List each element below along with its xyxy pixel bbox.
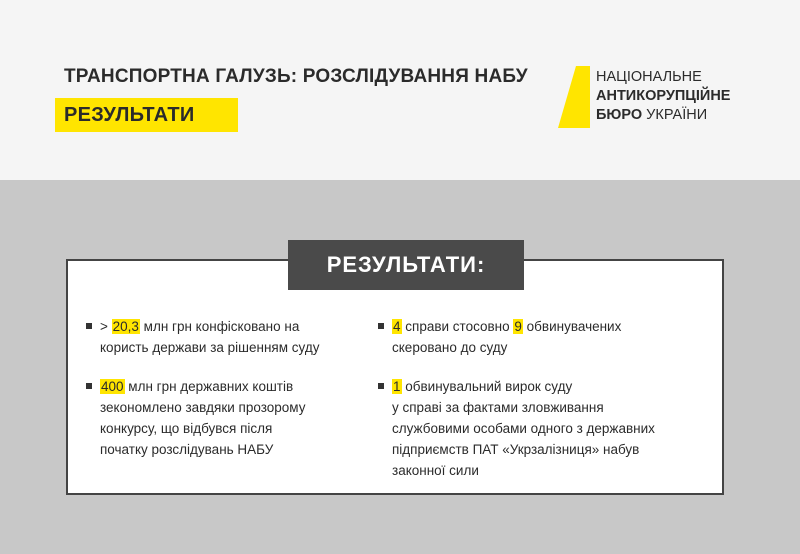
result-item-3-line-1 — [392, 316, 621, 337]
result-text-line: у справі за фактами зловживання — [392, 400, 604, 415]
result-text-line: зекономлено завдяки прозорому — [100, 400, 306, 415]
result-text-line: скеровано до суду — [392, 340, 508, 355]
result-text-line: підприємств ПАТ «Укрзалізниця» набув — [392, 442, 640, 457]
bullet-icon — [86, 383, 92, 389]
logo-line-1: НАЦІОНАЛЬНЕ — [596, 69, 702, 85]
result-highlight: 20,3 — [112, 319, 139, 334]
results-card-title: РЕЗУЛЬТАТИ: — [326, 252, 486, 277]
result-text-line: початку розслідувань НАБУ — [100, 442, 274, 457]
result-text: млн грн конфісковано на — [139, 319, 300, 334]
bullet-icon — [378, 383, 384, 389]
result-text: обвинувальний вирок суду — [401, 379, 573, 394]
result-highlight: 400 — [101, 379, 124, 394]
logo-line-3-bold: БЮРО — [596, 107, 643, 123]
subtitle-band — [55, 98, 238, 132]
bullet-icon — [378, 323, 384, 329]
result-text-line: службовими особами одного з державних — [392, 421, 655, 436]
logo-mark-icon — [556, 66, 592, 128]
page-subtitle: РЕЗУЛЬТАТИ — [64, 104, 195, 126]
result-item-4 — [392, 376, 655, 481]
result-text: млн грн державних коштів — [124, 379, 294, 394]
result-prefix: > — [100, 319, 112, 334]
result-text: справи стосовно — [401, 319, 514, 334]
logo-line-3-rest: УКРАЇНИ — [642, 107, 708, 123]
result-item-3 — [392, 316, 621, 358]
result-text-line: користь держави за рішенням суду — [100, 340, 320, 355]
nabu-logo — [556, 66, 746, 130]
result-highlight: 1 — [393, 379, 401, 394]
result-item-1-line-1 — [100, 316, 319, 337]
result-item-2 — [100, 376, 305, 460]
logo-text — [596, 68, 730, 125]
result-item-1 — [100, 316, 319, 358]
bullet-icon — [86, 323, 92, 329]
result-text-line: конкурсу, що відбувся після — [100, 421, 273, 436]
result-highlight: 4 — [393, 319, 401, 334]
result-item-2-line-1 — [100, 376, 305, 397]
page-title: ТРАНСПОРТНА ГАЛУЗЬ: РОЗСЛІДУВАННЯ НАБУ — [64, 66, 528, 87]
result-text-line: законної сили — [392, 463, 479, 478]
result-text-2: обвинувачених — [522, 319, 622, 334]
logo-line-3 — [596, 106, 730, 125]
logo-line-2: АНТИКОРУПЦІЙНЕ — [596, 88, 731, 104]
result-highlight-2: 9 — [514, 319, 522, 334]
result-item-4-line-1 — [392, 376, 655, 397]
results-card-header — [288, 240, 524, 290]
header-area — [0, 0, 800, 180]
